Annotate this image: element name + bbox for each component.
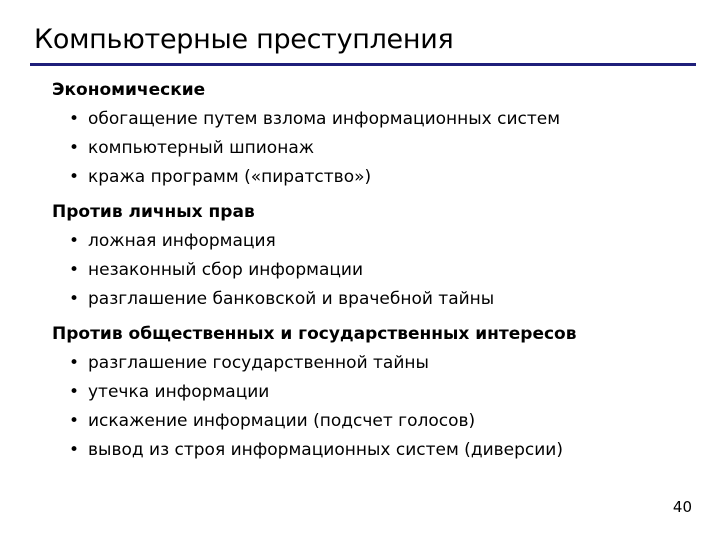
bullet-icon: • <box>69 231 80 251</box>
section-heading: Против личных прав <box>52 202 255 222</box>
list-item <box>52 436 712 465</box>
list-item <box>52 378 712 407</box>
slide-content <box>52 76 712 471</box>
list-item-text: разглашение банковской и врачебной тайны <box>88 289 495 309</box>
list-item-text: искажение информации (подсчет голосов) <box>88 411 476 431</box>
bullet-list <box>52 105 712 192</box>
list-item-text: незаконный сбор информации <box>88 260 364 280</box>
bullet-icon: • <box>69 440 80 460</box>
bullet-icon: • <box>69 289 80 309</box>
bullet-icon: • <box>69 138 80 158</box>
bullet-icon: • <box>69 353 80 373</box>
list-item-text: вывод из строя информационных систем (диверсии) <box>88 440 563 460</box>
bullet-icon: • <box>69 382 80 402</box>
list-item <box>52 349 712 378</box>
list-item-text: разглашение государственной тайны <box>88 353 429 373</box>
title-divider <box>30 63 696 66</box>
list-item <box>52 105 712 134</box>
list-item <box>52 407 712 436</box>
bullet-icon: • <box>69 260 80 280</box>
section-public-interests <box>52 320 712 465</box>
list-item-text: обогащение путем взлома информационных систем <box>88 109 561 129</box>
list-item-text: кража программ («пиратство») <box>88 167 372 187</box>
list-item-text: утечка информации <box>88 382 270 402</box>
section-heading: Экономические <box>52 80 206 100</box>
list-item-text: компьютерный шпионаж <box>88 138 315 158</box>
section-economic <box>52 76 712 192</box>
list-item <box>52 163 712 192</box>
list-item <box>52 285 712 314</box>
section-heading: Против общественных и государственных интересов <box>52 324 577 344</box>
list-item <box>52 227 712 256</box>
list-item <box>52 256 712 285</box>
bullet-icon: • <box>69 167 80 187</box>
bullet-list <box>52 227 712 314</box>
section-personal-rights <box>52 198 712 314</box>
slide-title: Компьютерные преступления <box>34 24 454 55</box>
bullet-list <box>52 349 712 465</box>
list-item <box>52 134 712 163</box>
bullet-icon: • <box>69 109 80 129</box>
page-number: 40 <box>672 498 692 516</box>
list-item-text: ложная информация <box>88 231 276 251</box>
bullet-icon: • <box>69 411 80 431</box>
